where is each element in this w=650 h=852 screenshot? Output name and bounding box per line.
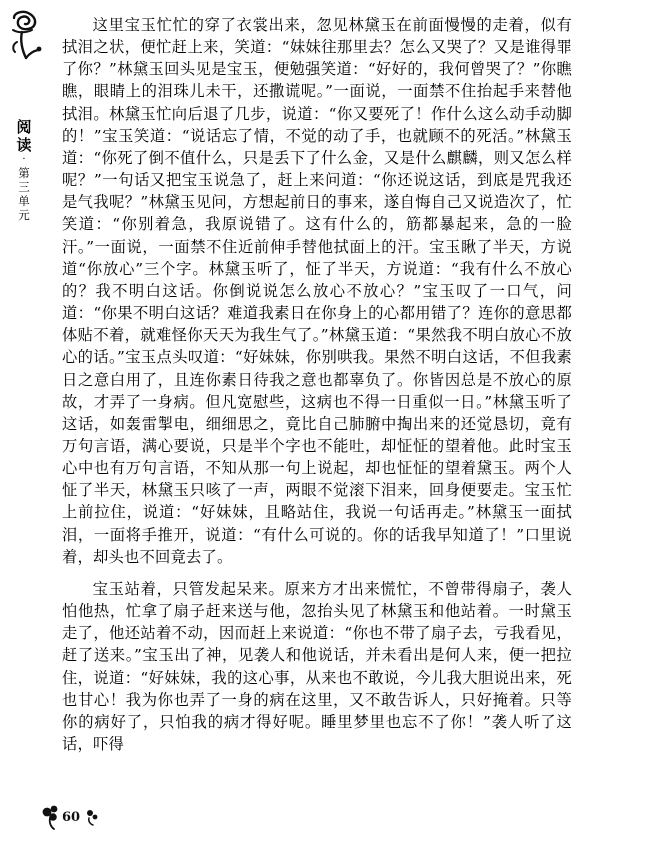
side-label-separator: · [22,154,26,165]
side-label-line3: 第三单元 [18,166,30,222]
side-label-line2: 读 [16,136,32,154]
section-side-label [14,118,34,222]
page-footer [40,804,160,838]
paragraph-2: 宝玉站着，只管发起呆来。原来方才出来慌忙，不曾带得扇子，袭人怕他热，忙拿了扇子赶来送与他，忽抬头见了林黛玉和他站着。一时黛玉走了，他还站着不动，因而赶上来说道：“你也不带了扇子去，亏我看见，赶了送来。”宝玉出了神，见袭人和他说话，并未看出是何人来，便一把拉住，说道：“好妹妹，我的这心事，从来也不敢说，今儿我大胆说出来，死也甘心！我为你也弄了一身的病在这里，又不敢告诉人，只好掩着。只等你的病好了，只怕我的病才得好呢。睡里梦里也忘不了你！”袭人听了这话，吓得 [62,579,572,753]
corner-ornament-icon [8,8,48,64]
paragraph-1: 这里宝玉忙忙的穿了衣裳出来，忽见林黛玉在前面慢慢的走着，似有拭泪之状，便忙赶上来，笑道：“妹妹往那里去？怎么又哭了？又是谁得罪了你？”林黛玉回头见是宝玉，便勉强笑道：“好好的，我何曾哭了？”你瞧瞧，眼睛上的泪珠儿未干，还撒谎呢。”一面说，一面禁不住抬起手来替他拭泪。林黛玉忙向后退了几步，说道：“你又要死了！作什么这么动手动脚的！”宝玉笑道：“说话忘了情，不觉的动了手，也就顾不的死活。”林黛玉道：“你死了倒不值什么，只是丢下了什么金，又是什么麒麟，则又怎么样呢？”一句话又把宝玉说急了，赶上来问道：“你还说这话，到底是咒我还是气我呢？”林黛玉见问，方想起前日的事来，遂自悔自己又说造次了，忙笑道：“你别着急，我原说错了。这有什么的，筋都暴起来，急的一脸汗。”一面说，一面禁不住近前伸手替他拭面上的汗。宝玉瞅了半天，方说道“你放心”三个字。林黛玉听了，怔了半天，方说道：“我有什么不放心的？我不明白这话。你倒说说怎么放心不放心？”宝玉叹了一口气，问道：“你果不明白这话？难道我素日在你身上的心都用错了？连你的意思都体贴不着，就难怪你天天为我生气了。”林黛玉道：“果然我不明白放心不放心的话。”宝玉点头叹道：“好妹妹，你别哄我。果然不明白这话，不但我素日之意白用了，且连你素日待我之意也都辜负了。你皆因总是不放心的原故，才弄了一身病。但凡宽慰些，这病也不得一日重似一日。”林黛玉听了这话，如轰雷掣电，细细思之，竟比自己肺腑中掏出来的还觉恳切，竟有万句言语，满心要说，只是半个字也不能吐，却怔怔的望着他。此时宝玉心中也有万句言语，不知从那一句上说起，却也怔怔的望着黛玉。两个人怔了半天，林黛玉只咳了一声，两眼不觉滚下泪来，回身便要走。宝玉忙上前拉住，说道：“好妹妹，且略站住，我说一句话再走。”林黛玉一面拭泪，一面将手推开，说道：“有什么可说的。你的话我早知道了！”口里说着，却头也不回竟去了。 [62,16,572,566]
page-number: 60 [62,810,81,825]
left-margin-decoration [0,0,58,852]
footer-leaf-icon [40,804,62,830]
footer-accent-icon [84,806,100,826]
page-body-text [62,14,572,755]
side-label-line1: 阅 [16,118,32,136]
